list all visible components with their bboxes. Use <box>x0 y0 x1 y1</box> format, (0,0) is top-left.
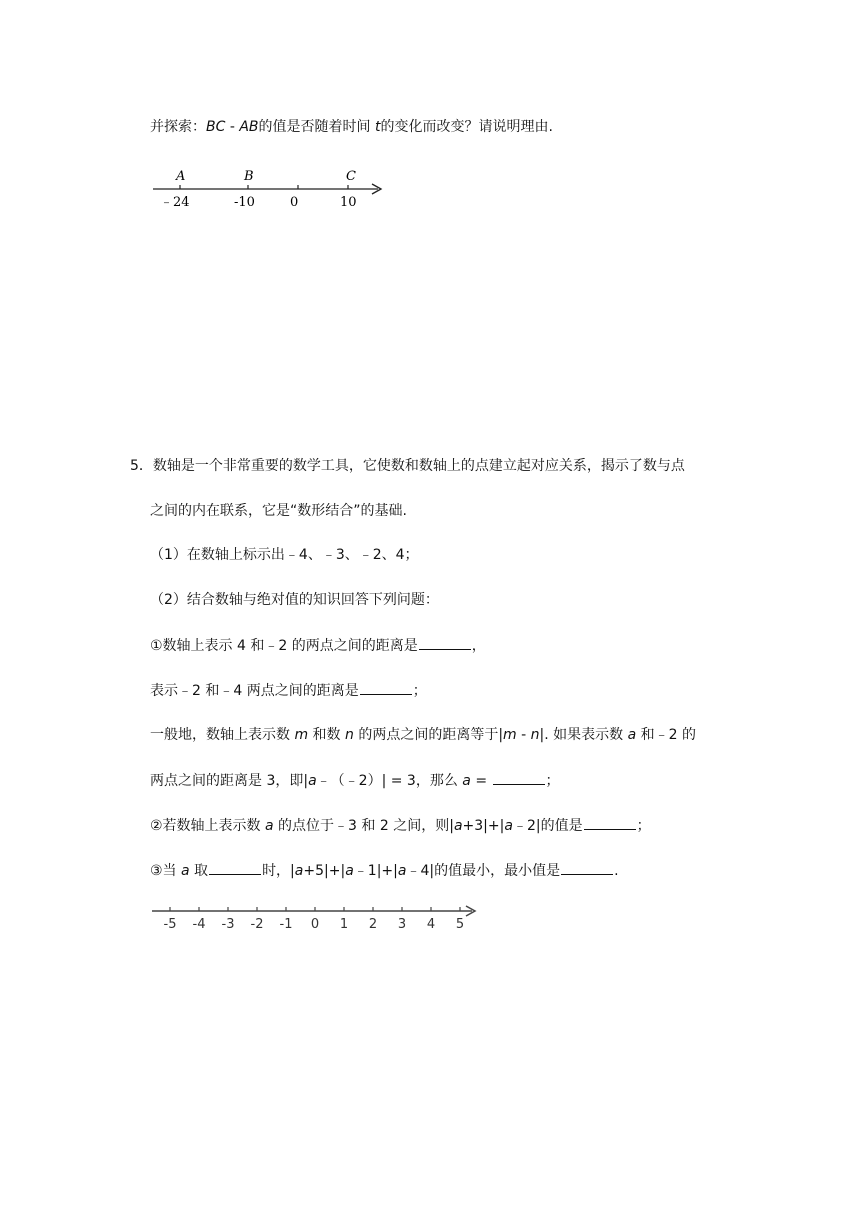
text-run: 和数 <box>308 727 345 743</box>
number-line-abc <box>150 165 390 215</box>
variable-a: a <box>504 818 513 834</box>
text-run: 时，| <box>262 863 295 879</box>
question1b-text: 表示﹣2 和﹣4 两点之间的距离是 <box>150 683 359 699</box>
minus-sign: - <box>225 119 240 135</box>
text-run: ﹣4|的值最小，最小值是 <box>406 863 561 879</box>
point-label-b: B <box>244 169 254 184</box>
explore-question <box>150 117 553 137</box>
tick-label: 3 <box>397 917 407 932</box>
tick-label: -3 <box>221 917 235 932</box>
text-run: ﹣（﹣2）| = 3，那么 <box>316 773 463 789</box>
explore-prefix: 并探索： <box>150 119 206 135</box>
number-line-integers <box>150 900 485 935</box>
variable-a: a <box>181 863 190 879</box>
text-run: = <box>470 773 492 789</box>
text-run: 两点之间的距离是 3，即| <box>150 773 309 789</box>
variable-m: m <box>503 727 517 743</box>
answer-blank[interactable] <box>419 635 471 650</box>
text-run: 取 <box>189 863 209 879</box>
text-run: +5|+| <box>303 863 346 879</box>
variable-a: a <box>462 773 471 789</box>
tick-label: -4 <box>192 917 206 932</box>
variable-n: n <box>530 727 540 743</box>
point-value-c: 10 <box>340 195 357 210</box>
segment-bc: BC <box>206 119 226 135</box>
problem5-intro-line1 <box>130 456 685 476</box>
question3-line <box>150 860 619 881</box>
tick-label: -5 <box>163 917 177 932</box>
tick-label: 0 <box>310 917 320 932</box>
general-rule-line1 <box>150 725 696 745</box>
part2-text: （2）结合数轴与绝对值的知识回答下列问题： <box>150 592 439 608</box>
punctuation: ， <box>471 638 486 654</box>
text-run: 和﹣2 的 <box>636 727 696 743</box>
text-run: 的点位于﹣3 和 2 之间，则| <box>273 818 454 834</box>
answer-blank[interactable] <box>209 860 261 875</box>
tick-label: 1 <box>339 917 349 932</box>
variable-a: a <box>345 863 354 879</box>
text-run: ﹣1|+| <box>353 863 398 879</box>
explore-mid: 的值是否随着时间 <box>258 119 375 135</box>
variable-n: n <box>345 727 354 743</box>
point-label-c: C <box>346 169 356 184</box>
answer-blank[interactable] <box>360 680 412 695</box>
tick-label: -2 <box>250 917 264 932</box>
answer-blank[interactable] <box>584 815 636 830</box>
question1a-line <box>150 635 486 656</box>
point-value-origin: 0 <box>290 195 299 210</box>
intro-text-2: 之间的内在联系，它是“数形结合”的基础. <box>150 503 407 519</box>
point-value-b: -10 <box>234 195 255 210</box>
part1-text: （1）在数轴上标示出﹣4、﹣3、﹣2、4； <box>150 547 419 563</box>
variable-t: t <box>374 119 381 135</box>
part2-line <box>150 590 439 610</box>
tick-label: -1 <box>279 917 293 932</box>
punctuation: . <box>614 863 619 879</box>
answer-blank[interactable] <box>493 770 545 785</box>
text-run: ③当 <box>150 863 182 879</box>
text-run: +3|+| <box>462 818 505 834</box>
tick-label: 2 <box>368 917 378 932</box>
question1a-text: ①数轴上表示 4 和﹣2 的两点之间的距离是 <box>150 638 418 654</box>
text-run: ﹣2|的值是 <box>512 818 583 834</box>
answer-blank[interactable] <box>561 860 613 875</box>
variable-a: a <box>265 818 274 834</box>
point-label-a: A <box>176 169 186 184</box>
punctuation: ； <box>412 683 427 699</box>
punctuation: ； <box>636 818 651 834</box>
question1b-line <box>150 680 427 701</box>
tick-label: 4 <box>426 917 436 932</box>
problem5-intro-line2 <box>150 501 407 521</box>
text-run: |. 如果表示数 <box>539 727 628 743</box>
question2-line <box>150 815 651 836</box>
text-run: 的两点之间的距离等于| <box>353 727 504 743</box>
variable-a: a <box>453 818 463 834</box>
variable-a: a <box>397 863 407 879</box>
text-run: 一般地，数轴上表示数 <box>150 727 295 743</box>
part1-line <box>150 545 419 565</box>
problem-number: 5． <box>130 458 153 474</box>
explore-suffix: 的变化而改变？请说明理由. <box>380 119 553 135</box>
variable-a: a <box>627 727 637 743</box>
variable-a: a <box>308 773 317 789</box>
point-value-a: ﹣24 <box>160 195 190 210</box>
text-run: ②若数轴上表示数 <box>150 818 266 834</box>
punctuation: ； <box>545 773 560 789</box>
segment-ab: AB <box>239 119 259 135</box>
variable-a: a <box>294 863 304 879</box>
variable-m: m <box>294 727 309 743</box>
text-run: - <box>516 727 531 743</box>
tick-label: 5 <box>455 917 465 932</box>
general-rule-line2 <box>150 770 560 791</box>
intro-text-1: 数轴是一个非常重要的数学工具，它使数和数轴上的点建立起对应关系，揭示了数与点 <box>152 458 685 474</box>
